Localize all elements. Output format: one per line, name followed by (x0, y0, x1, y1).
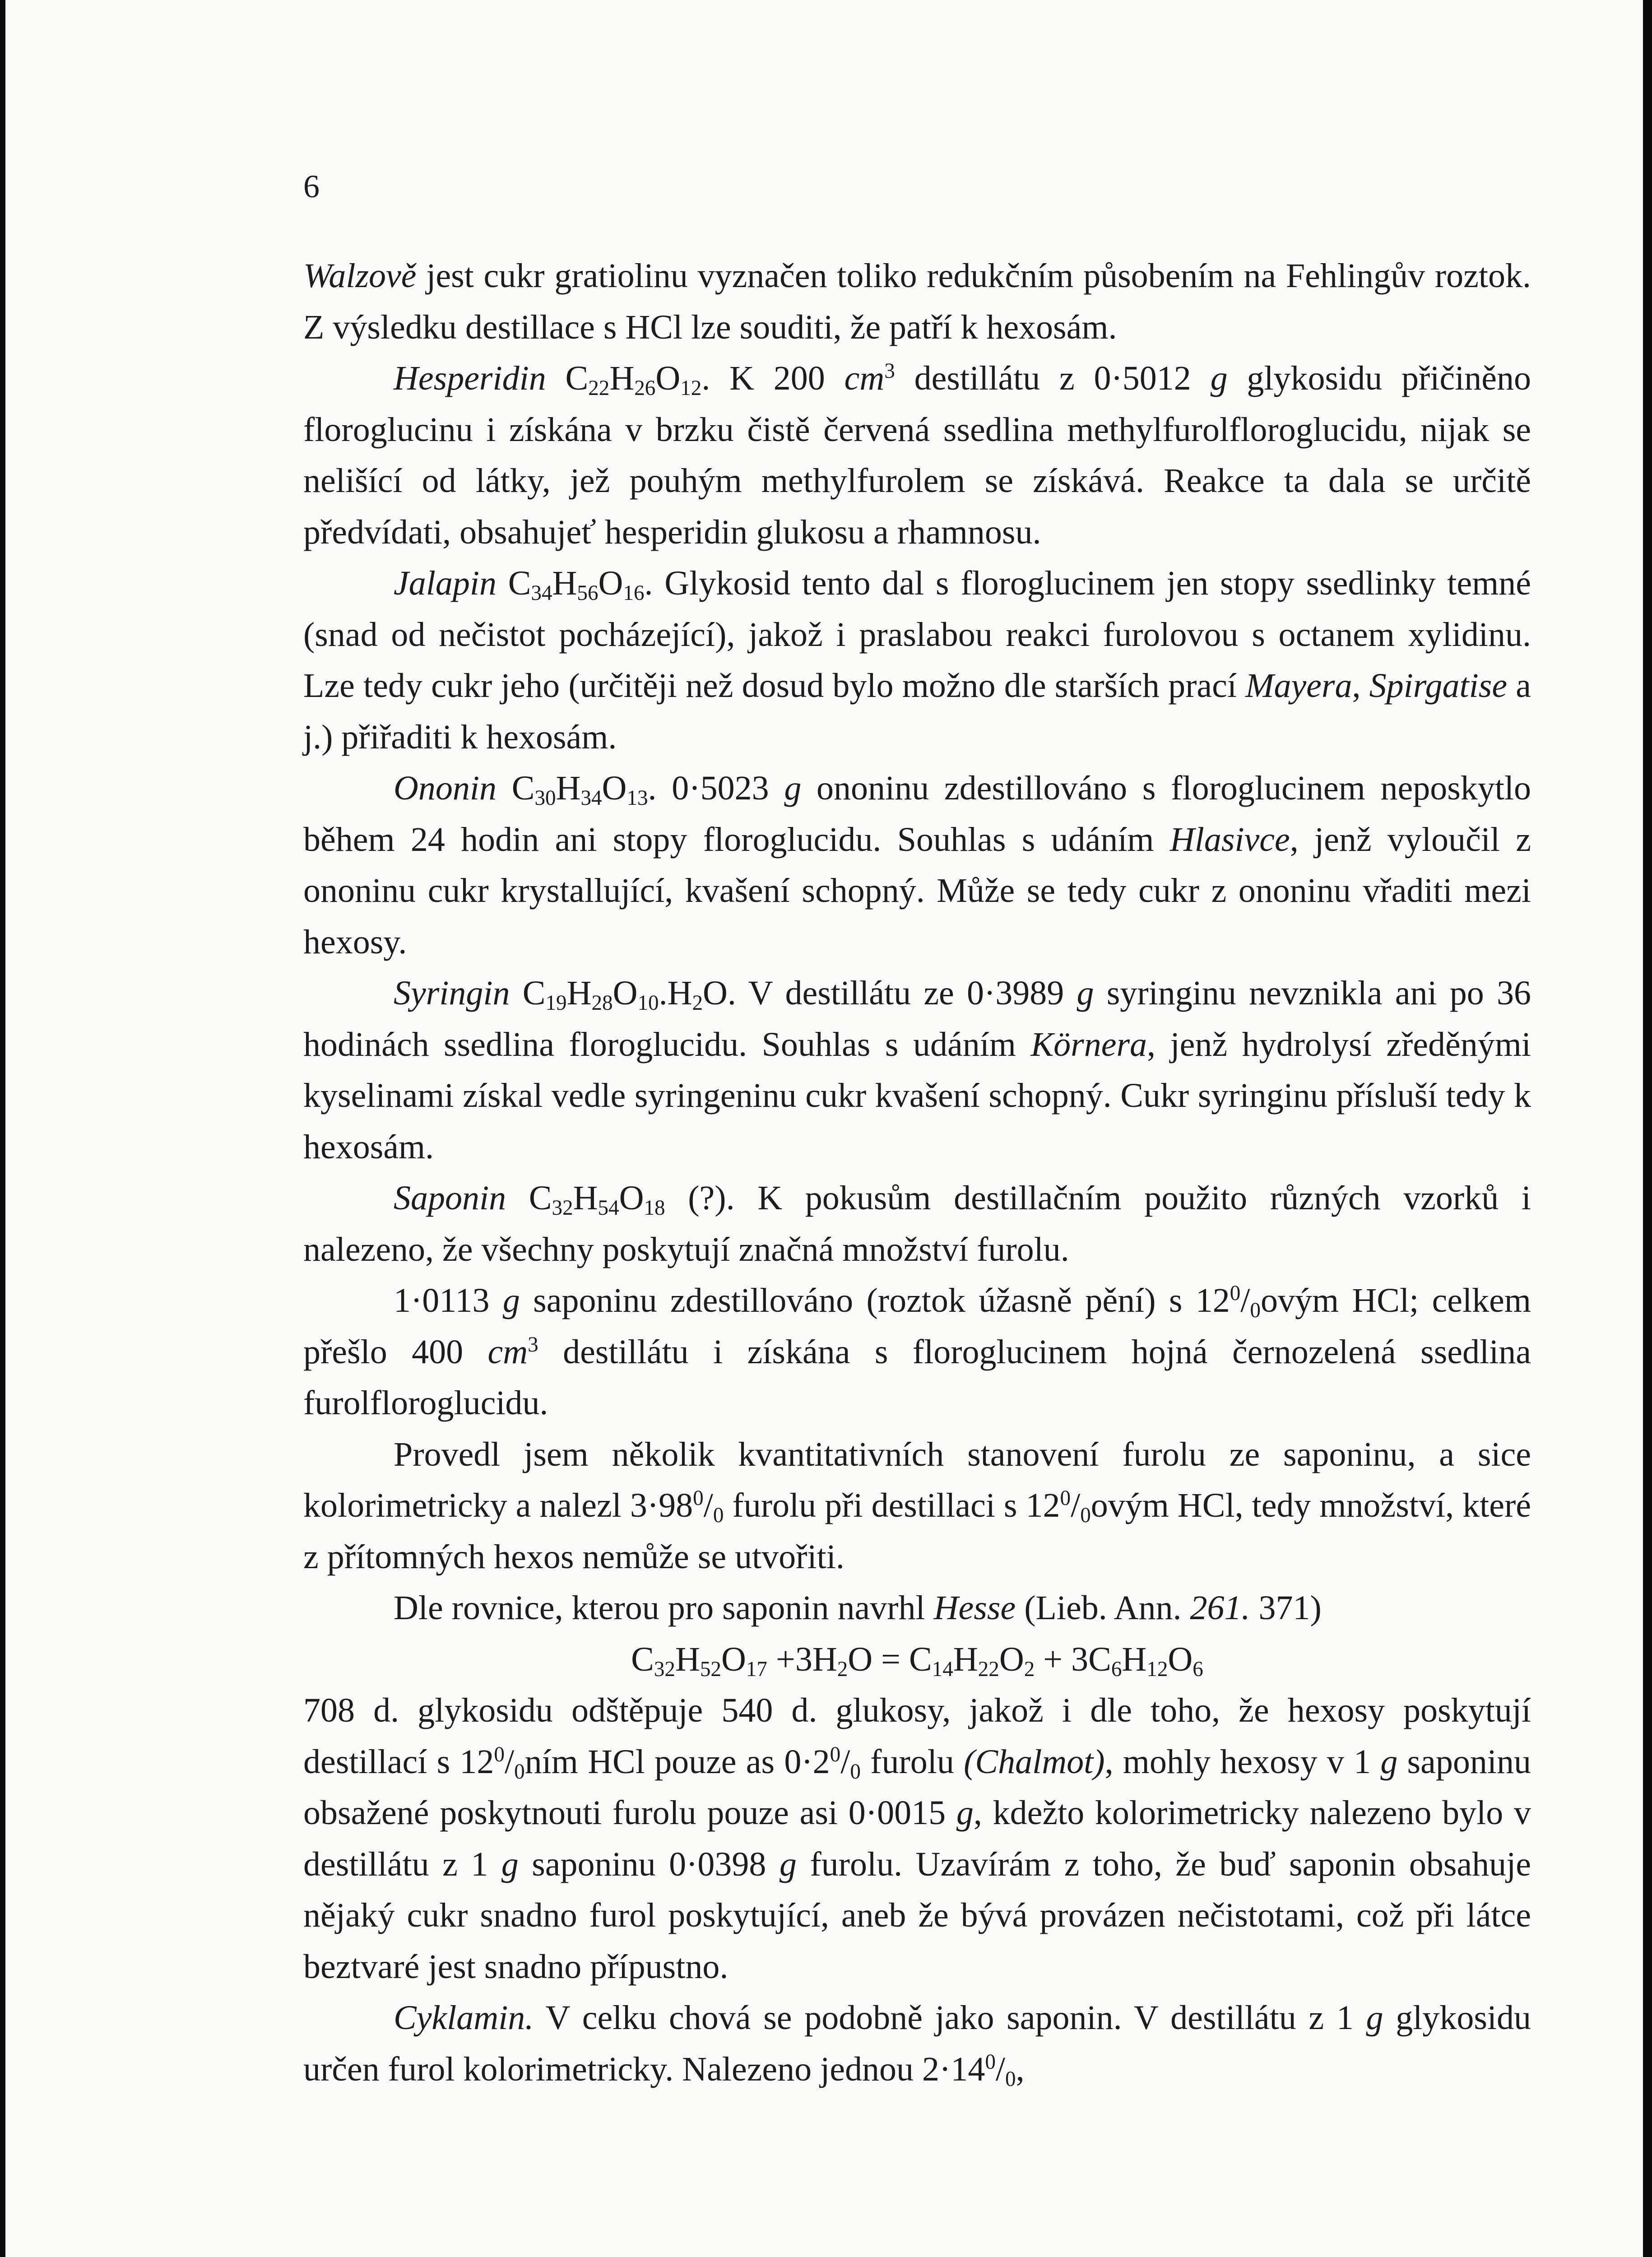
italic-text: g (1077, 974, 1094, 1012)
text-fragment: O (1168, 1640, 1193, 1678)
subscript: 12 (1146, 1657, 1168, 1681)
text-fragment: O (619, 1179, 644, 1217)
subscript: 32 (552, 1196, 573, 1220)
subscript: 0 (1250, 1298, 1261, 1322)
text-fragment: O (655, 359, 681, 397)
superscript: 0 (1060, 1486, 1071, 1510)
text-fragment: saponinu 0·0398 (518, 1845, 780, 1883)
paragraph-p1 (303, 251, 1531, 353)
subscript: 56 (577, 581, 599, 605)
italic-text: g (1210, 359, 1228, 397)
text-fragment: furolu při destillaci s 12 (724, 1486, 1060, 1524)
text-fragment: H (675, 1640, 700, 1678)
text-fragment: O (999, 1640, 1024, 1678)
italic-text: g (502, 1282, 520, 1319)
subscript: 2 (837, 1657, 848, 1681)
subscript: 26 (634, 376, 656, 400)
text-fragment: +3H (767, 1640, 837, 1678)
subscript: 2 (692, 991, 703, 1015)
text-fragment: H (609, 359, 635, 397)
text-fragment: 708 d. glykosidu odštěpuje 540 d. glukosy, jakož i dle toho, že hexosy poskytují destillací s 12 (303, 1691, 1531, 1781)
text-fragment: . 0·5023 (648, 769, 784, 807)
text-fragment: .H (659, 974, 692, 1012)
superscript: 3 (884, 359, 895, 383)
subscript: 0 (1080, 1503, 1091, 1527)
text-fragment: / (703, 1486, 713, 1524)
italic-text: Jalapin (394, 564, 497, 602)
italic-text: Saponin (394, 1179, 506, 1217)
subscript: 16 (623, 581, 645, 605)
superscript: 0 (1230, 1282, 1241, 1305)
body-text (303, 251, 1531, 2095)
paragraph-p7 (303, 1275, 1531, 1429)
text-fragment: Provedl jsem několik kvantitativních stanovení furolu ze saponinu, a sice kolorimetricky a nalezl 3·98 (303, 1435, 1531, 1524)
text-fragment: O = C (848, 1640, 932, 1678)
subscript: 18 (644, 1196, 665, 1220)
text-fragment: / (995, 2050, 1006, 2088)
italic-text: 261. (1190, 1589, 1250, 1627)
text-fragment: 1·0113 (394, 1282, 503, 1319)
subscript: 54 (598, 1196, 619, 1220)
text-fragment: C (631, 1640, 654, 1678)
paragraph-p11 (303, 1992, 1531, 2095)
subscript: 12 (680, 376, 702, 400)
text-fragment: H (556, 769, 581, 807)
text-fragment: syringinu nevznikla ani po 36 hodinách ssedlina floroglucidu. Souhlas s udáním (303, 974, 1531, 1063)
text-fragment: H (1122, 1640, 1147, 1678)
text-fragment: O (598, 564, 623, 602)
text-fragment: 371) (1250, 1589, 1322, 1627)
superscript: 0 (693, 1486, 704, 1510)
italic-text: g (956, 1794, 974, 1832)
subscript: 13 (626, 786, 648, 810)
text-fragment: , mohly hexosy v 1 (1104, 1742, 1381, 1781)
page-number: 6 (303, 168, 320, 204)
text-fragment: ovým HCl, tedy množství, které z přítomných hexos nemůže se utvořiti. (303, 1486, 1531, 1576)
italic-text: g (784, 769, 802, 807)
superscript: 3 (528, 1333, 538, 1356)
italic-text: cm (844, 359, 885, 397)
italic-text: Ononin (394, 769, 497, 807)
subscript: 22 (588, 376, 610, 400)
subscript: 14 (932, 1657, 953, 1681)
text-fragment: . Glykosid tento dal s floroglucinem jen stopy ssedlinky temné (snad od nečistot pocházející), jakož i praslabou reakci furolovou s octanem xylidinu. Lze tedy cukr jeho (určitěji než dosud bylo možno dle starších prací (303, 564, 1531, 705)
subscript: 34 (580, 786, 602, 810)
subscript: 28 (591, 991, 613, 1015)
subscript: 6 (1111, 1657, 1122, 1681)
text-fragment: O (602, 769, 627, 807)
text-fragment: C (496, 564, 531, 602)
subscript: 30 (534, 786, 556, 810)
superscript: 0 (985, 2050, 996, 2074)
text-fragment: C (546, 359, 589, 397)
text-fragment: ononinu zdestillováno s floroglucinem neposkytlo během 24 hodin ani stopy floroglucidu. Souhlas s udáním (303, 769, 1531, 859)
italic-text: Körnera (1030, 1025, 1147, 1063)
text-fragment: C (497, 769, 535, 807)
paragraph-p6 (303, 1173, 1531, 1275)
text-fragment: (Lieb. Ann. (1016, 1589, 1190, 1627)
subscript: 0 (850, 1760, 861, 1783)
text-fragment: / (1240, 1282, 1250, 1319)
subscript: 52 (700, 1657, 721, 1681)
italic-text: Hesse (933, 1589, 1016, 1627)
text-fragment: V celku chová se podobně jako saponin. V destillátu z 1 (534, 1999, 1366, 2037)
equation (303, 1634, 1531, 1686)
italic-text: Cyklamin. (394, 1999, 534, 2037)
italic-text: g (1380, 1742, 1398, 1781)
subscript: 19 (545, 991, 567, 1015)
italic-text: Spirgatise (1369, 667, 1508, 705)
text-fragment: (?). K pokusům destillačním použito různých vzorků i nalezeno, že všechny poskytují značná množství furolu. (303, 1179, 1531, 1268)
text-fragment: H (566, 974, 592, 1012)
text-fragment: / (504, 1742, 515, 1781)
text-fragment: H (953, 1640, 978, 1678)
page (5, 0, 1643, 2257)
subscript: 0 (514, 1760, 525, 1783)
text-fragment: . K 200 (701, 359, 845, 397)
text-fragment: glykosidu přičiněno floroglucinu i získána v brzku čistě červená ssedlina methylfurolfloroglucidu, nijak se nelišící od látky, jež pouhým methylfurolem se získává. Reakce ta dala se určitě předvídati, obsahujeť hesperidin glukosu a rhamnosu. (303, 359, 1531, 551)
text-fragment: H (552, 564, 577, 602)
text-fragment: , jenž hydrolysí zředěnými kyselinami získal vedle syringeninu cukr kvašení schopný. Cukr syringinu přísluší tedy k hexosám. (303, 1025, 1531, 1166)
paragraph-p8 (303, 1429, 1531, 1583)
text-fragment: jest cukr gratiolinu vyznačen toliko redukčním působením na Fehlingův roztok. Z výsledku destillace s HCl lze souditi, že patří k hexosám. (303, 257, 1531, 346)
text-fragment: , (1016, 2050, 1025, 2088)
paragraph-p9 (303, 1583, 1531, 1634)
italic-text: cm (487, 1333, 528, 1371)
italic-text: Walzově (303, 257, 417, 295)
italic-text: Hesperidin (394, 359, 546, 397)
text-fragment: O. V destillátu ze 0·3989 (703, 974, 1077, 1012)
text-fragment: glykosidu určen furol kolorimetricky. Nalezeno jednou 2·14 (303, 1999, 1531, 2088)
paragraph-p3 (303, 558, 1531, 763)
text-fragment: H (573, 1179, 598, 1217)
text-fragment: furolu. Uzavírám z toho, že buď saponin obsahuje nějaký cukr snadno furol poskytující, aneb že bývá provázen nečistotami, což při látce beztvaré jest snadno přípustno. (303, 1845, 1531, 1986)
subscript: 34 (531, 581, 552, 605)
text-fragment: saponinu zdestillováno (roztok úžasně pění) s 12 (520, 1282, 1230, 1319)
italic-text: g (779, 1845, 797, 1883)
text-fragment: destillátu z 0·5012 (895, 359, 1211, 397)
text-fragment: , jenž vyloučil z ononinu cukr krystallující, kvašení schopný. Může se tedy cukr z ononinu vřaditi mezi hexosy. (303, 820, 1531, 961)
subscript: 0 (713, 1503, 724, 1527)
subscript: 32 (654, 1657, 675, 1681)
text-fragment: C (510, 974, 546, 1012)
paragraph-p4 (303, 763, 1531, 968)
text-fragment: furolu (860, 1742, 964, 1781)
text-fragment: ovým HCl; celkem přešlo 400 (303, 1282, 1531, 1371)
paragraph-p10 (303, 1685, 1531, 1992)
text-fragment: O (721, 1640, 746, 1678)
text-fragment: , kdežto kolorimetricky nalezeno bylo v destillátu z 1 (303, 1794, 1531, 1883)
text-fragment: saponinu obsažené poskytnouti furolu pouze asi 0·0015 (303, 1742, 1531, 1832)
text-fragment: / (1071, 1486, 1081, 1524)
italic-text: Syringin (394, 974, 510, 1012)
superscript: 0 (494, 1742, 505, 1766)
superscript: 0 (830, 1742, 841, 1766)
text-fragment: + 3C (1035, 1640, 1111, 1678)
italic-text: g (501, 1845, 519, 1883)
text-fragment: / (840, 1742, 850, 1781)
subscript: 6 (1193, 1657, 1203, 1681)
paragraph-p5 (303, 968, 1531, 1173)
text-fragment: , (1352, 667, 1369, 705)
subscript: 10 (637, 991, 659, 1015)
text-fragment: destillátu i získána s floroglucinem hojná černozelená ssedlina furolfloroglucidu. (303, 1333, 1531, 1422)
text-fragment: Dle rovnice, kterou pro saponin navrhl (394, 1589, 934, 1627)
italic-text: g (1366, 1999, 1383, 2037)
italic-text: Mayera (1245, 667, 1352, 705)
subscript: 0 (1005, 2067, 1016, 2091)
italic-text: Hlasivce (1169, 820, 1290, 859)
subscript: 2 (1024, 1657, 1035, 1681)
text-fragment: ním HCl pouze as 0·2 (524, 1742, 830, 1781)
text-fragment: C (506, 1179, 552, 1217)
paragraph-p2 (303, 353, 1531, 558)
subscript: 22 (978, 1657, 999, 1681)
italic-text: (Chalmot) (964, 1742, 1105, 1781)
subscript: 17 (746, 1657, 767, 1681)
text-fragment: a j.) přiřaditi k hexosám. (303, 667, 1531, 756)
text-fragment: O (613, 974, 638, 1012)
